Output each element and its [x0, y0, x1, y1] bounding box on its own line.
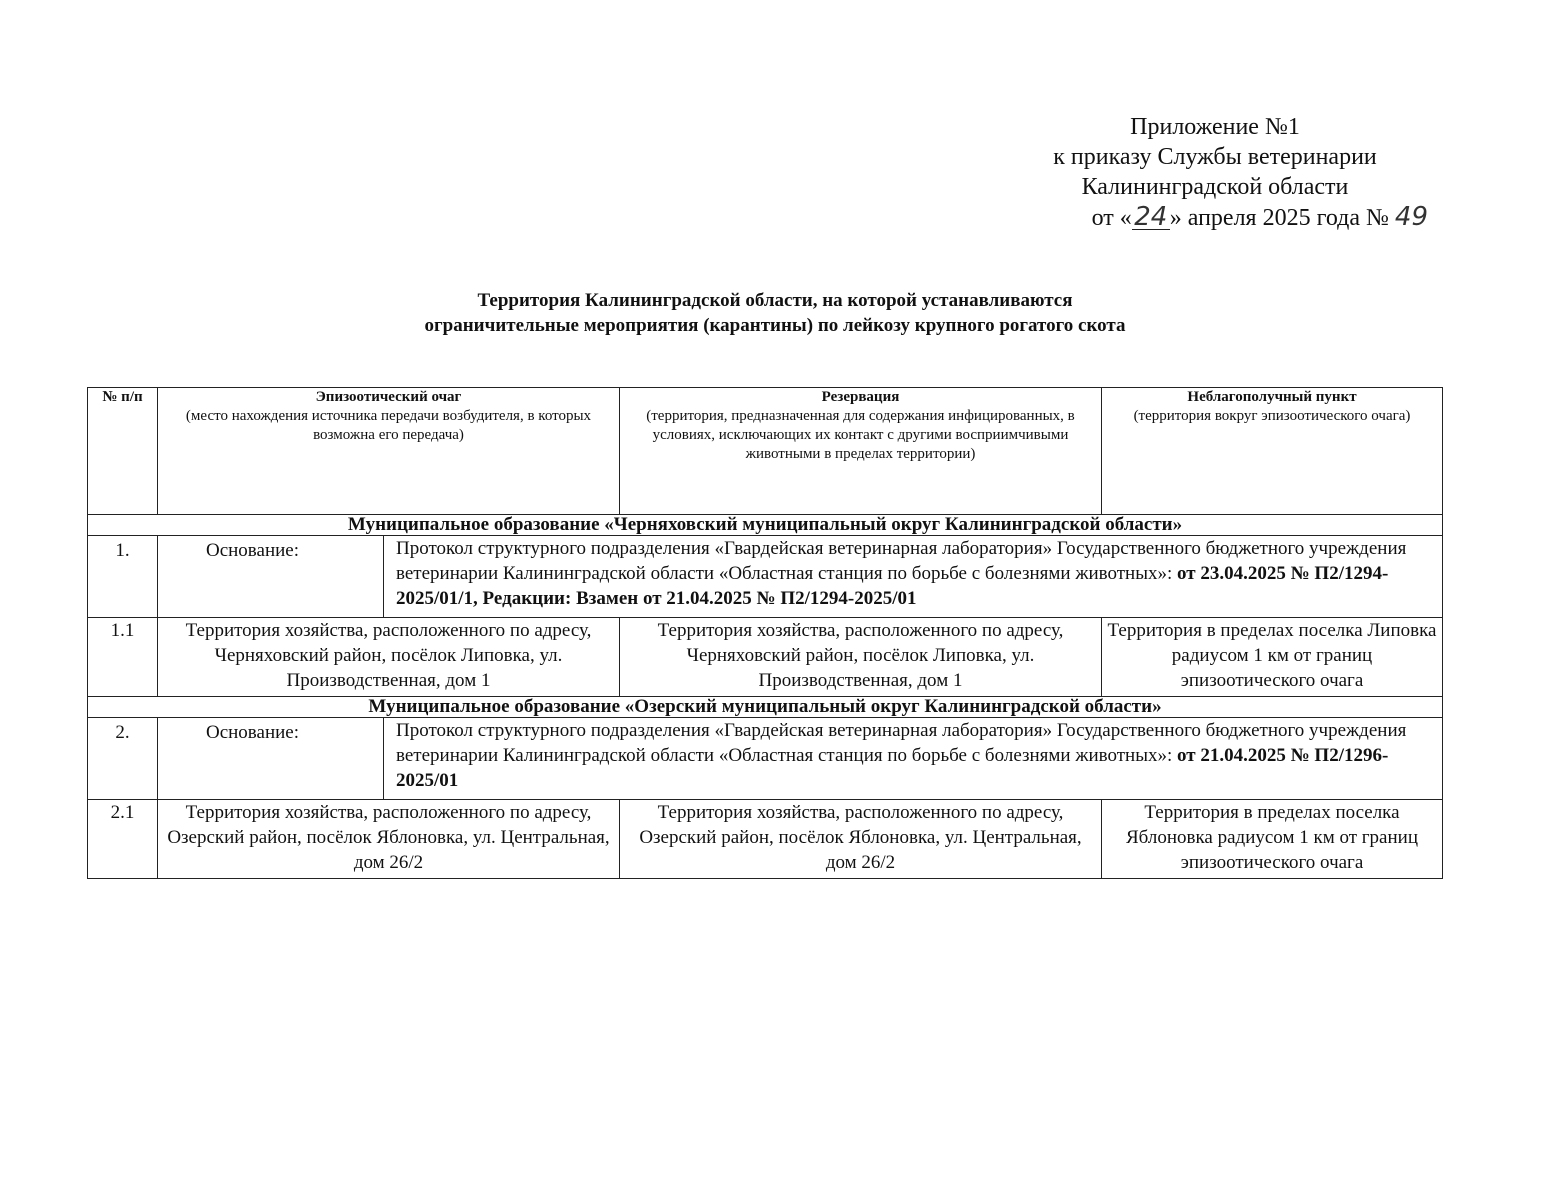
header-focus — [158, 388, 620, 515]
basis-protocol-number: от 23.04.2025 № П2/1294-2025/01/1, Редакции: Взамен от 21.04.2025 № П2/1294-2025/01 — [396, 563, 1389, 609]
header-reservation-desc: (территория, предназначенная для содержания инфицированных, в условиях, исключающих их контакт с другими восприимчивыми животными в пределах территории) — [646, 408, 1075, 462]
basis-row — [88, 718, 1443, 800]
reservation-cell: Территория хозяйства, расположенного по адресу, Черняховский район, посёлок Липовка, ул. Производственная, дом 1 — [620, 618, 1102, 697]
header-num: № п/п — [88, 388, 158, 515]
table-header-row — [88, 388, 1443, 515]
handwritten-order-number: 49 — [1394, 202, 1428, 232]
header-point-desc: (территория вокруг эпизоотического очага) — [1133, 408, 1411, 424]
basis-row — [88, 536, 1443, 618]
point-cell: Территория в пределах поселка Яблоновка радиусом 1 км от границ эпизоотического очага — [1102, 800, 1443, 879]
basis-protocol-text: Протокол структурного подразделения «Гвардейская ветеринарная лаборатория» Государственного бюджетного учреждения ветеринарии Калининградской области «Областная станция по борьбе с болезнями животных»: — [396, 538, 1407, 584]
basis-label: Основание: — [158, 536, 384, 618]
basis-text — [384, 536, 1443, 618]
annex-line-2: к приказу Службы ветеринарии — [1053, 144, 1377, 170]
basis-text — [384, 718, 1443, 800]
focus-cell: Территория хозяйства, расположенного по адресу, Черняховский район, посёлок Липовка, ул. Производственная, дом 1 — [158, 618, 620, 697]
basis-label: Основание: — [158, 718, 384, 800]
handwritten-day: 24 — [1132, 205, 1170, 230]
header-point — [1102, 388, 1443, 515]
section-number: 2. — [88, 718, 158, 800]
title-line-2: ограничительные мероприятия (карантины) по лейкозу крупного рогатого скота — [424, 315, 1126, 336]
basis-protocol-number: от 21.04.2025 № П2/1296-2025/01 — [396, 745, 1389, 791]
annex-line-3: Калининградской области — [1081, 174, 1349, 200]
municipality-row — [88, 697, 1443, 718]
reservation-cell: Территория хозяйства, расположенного по адресу, Озерский район, посёлок Яблоновка, ул. Центральная, дом 26/2 — [620, 800, 1102, 879]
date-middle: » апреля 2025 года № — [1169, 205, 1389, 231]
table-row — [88, 618, 1443, 697]
table-row — [88, 800, 1443, 879]
municipality-row — [88, 515, 1443, 536]
annex-block — [1000, 112, 1430, 233]
annex-date-line — [1000, 202, 1430, 233]
header-reservation-title: Резервация — [821, 389, 900, 405]
municipality-label: Муниципальное образование «Озерский муниципальный округ Калининградской области» — [88, 697, 1443, 718]
row-number: 1.1 — [88, 618, 158, 697]
row-number: 2.1 — [88, 800, 158, 879]
date-prefix: от « — [1091, 205, 1132, 231]
header-reservation — [620, 388, 1102, 515]
annex-line-1: Приложение №1 — [1130, 114, 1300, 140]
header-point-title: Неблагополучный пункт — [1187, 389, 1357, 405]
header-focus-title: Эпизоотический очаг — [315, 389, 462, 405]
header-focus-desc: (место нахождения источника передачи возбудителя, в которых возможна его передача) — [185, 408, 592, 443]
focus-cell: Территория хозяйства, расположенного по адресу, Озерский район, посёлок Яблоновка, ул. Центральная, дом 26/2 — [158, 800, 620, 879]
point-cell: Территория в пределах поселка Липовка радиусом 1 км от границ эпизоотического очага — [1102, 618, 1443, 697]
municipality-label: Муниципальное образование «Черняховский муниципальный округ Калининградской области» — [88, 515, 1443, 536]
title-line-1: Территория Калининградской области, на которой устанавливаются — [477, 290, 1073, 311]
basis-protocol-text: Протокол структурного подразделения «Гвардейская ветеринарная лаборатория» Государственного бюджетного учреждения ветеринарии Калининградской области «Областная станция по борьбе с болезнями животных»: — [396, 720, 1407, 766]
document-title — [160, 288, 1390, 338]
section-number: 1. — [88, 536, 158, 618]
quarantine-table — [87, 387, 1443, 879]
